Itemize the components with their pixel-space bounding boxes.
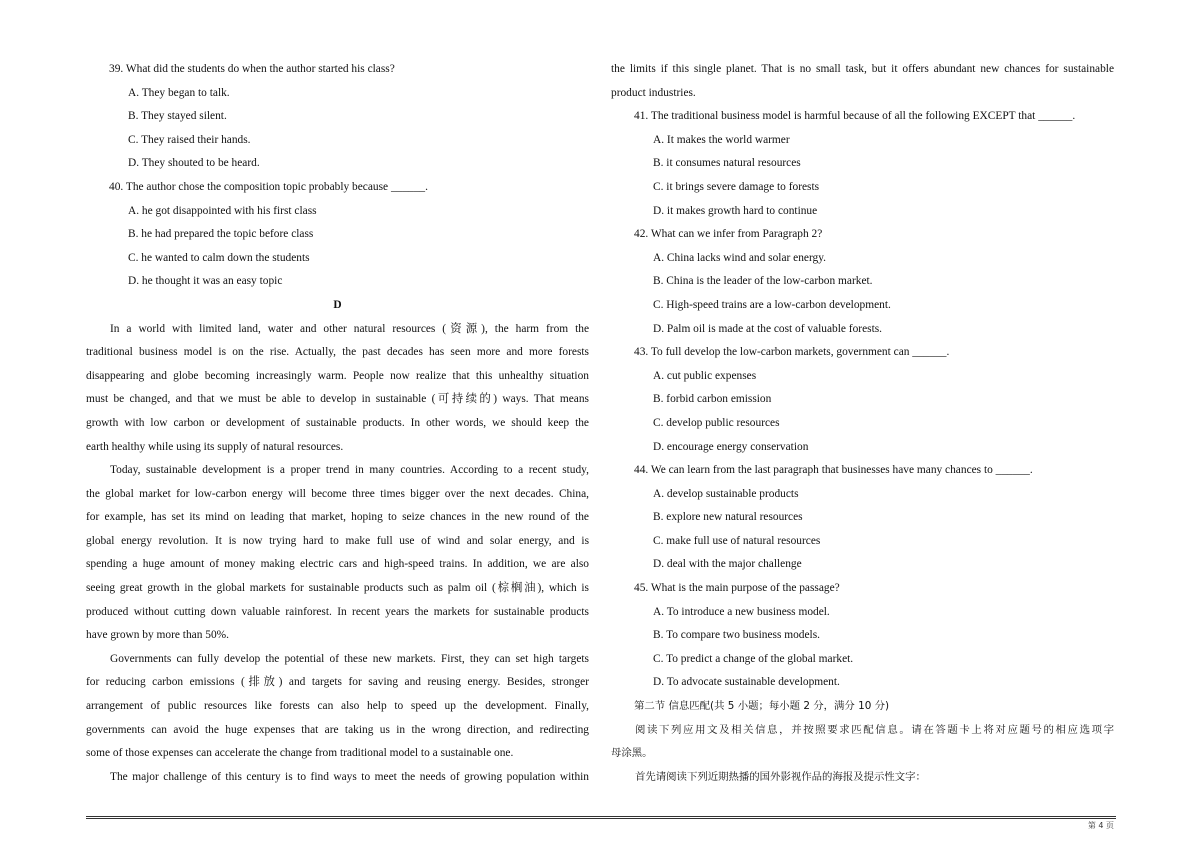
- passage-d-heading: D: [333, 298, 342, 311]
- question-45-option-c: C. To predict a change of the global market.: [653, 652, 854, 665]
- instruction-line: 阅读下列应用文及相关信息，并按照要求匹配信息。请在答题卡上将对应题号的相应选项字: [635, 723, 1114, 736]
- question-41-option-c: C. it brings severe damage to forests: [653, 180, 820, 193]
- question-42-option-c: C. High-speed trains are a low-carbon development.: [653, 298, 891, 311]
- p1-line: disappearing and globe becoming increasingly warm. People now realize that this unhealthy situation: [86, 369, 589, 382]
- question-39-option-a: A. They began to talk.: [128, 86, 230, 99]
- question-41-option-a: A. It makes the world warmer: [653, 133, 790, 146]
- question-39-option-d: D. They shouted to be heard.: [128, 157, 260, 170]
- question-39-option-c: C. They raised their hands.: [128, 133, 251, 146]
- p2-line: seeing great growth in the global markets for sustainable products such as palm oil (棕榈油), which is: [86, 582, 589, 595]
- p3-line: some of those expenses can accelerate the change from traditional model to a sustainable one.: [86, 747, 514, 760]
- question-43-option-c: C. develop public resources: [653, 416, 780, 429]
- footer-rule: [86, 816, 1116, 819]
- question-40-option-b: B. he had prepared the topic before class: [128, 228, 314, 241]
- question-41-option-b: B. it consumes natural resources: [653, 157, 801, 170]
- question-45-option-b: B. To compare two business models.: [653, 629, 820, 642]
- question-44-option-b: B. explore new natural resources: [653, 511, 803, 524]
- p2-line: have grown by more than 50%.: [86, 629, 229, 642]
- p1-line: growth with low carbon or development of sustainable products. In other words, we should keep the: [86, 416, 589, 429]
- p3-line: governments can avoid the huge expenses that are taking us in the wrong direction, and redirecting: [86, 723, 589, 736]
- question-44-option-c: C. make full use of natural resources: [653, 534, 821, 547]
- p3-line: Governments can fully develop the potential of these new markets. First, they can set high targets: [110, 652, 589, 665]
- intro-line: 首先请阅读下列近期热播的国外影视作品的海报及提示性文字：: [635, 770, 926, 783]
- p4-line: the limits if this single planet. That is no small task, but it offers abundant new chances for sustainable: [611, 63, 1114, 75]
- question-42-option-a: A. China lacks wind and solar energy.: [653, 251, 827, 264]
- p1-line: In a world with limited land, water and other natural resources (资源), the harm from the: [110, 322, 589, 335]
- question-42-option-d: D. Palm oil is made at the cost of valuable forests.: [653, 322, 883, 335]
- p2-line: the global market for low-carbon energy will become three times bigger over the next decades. China,: [86, 487, 589, 500]
- p1-line: earth healthy while using its supply of natural resources.: [86, 440, 344, 453]
- question-40-option-a: A. he got disappointed with his first class: [128, 204, 317, 217]
- left-column: [86, 58, 589, 789]
- question-43-option-d: D. encourage energy conservation: [653, 440, 809, 453]
- section-2-title: 第二节 信息匹配(共 5 小题；每小题 2 分，满分 10 分): [634, 700, 890, 713]
- p2-line: for example, has set its mind on leading that market, hoping to seize chances in the new round of the: [86, 511, 589, 524]
- question-40-option-c: C. he wanted to calm down the students: [128, 251, 310, 264]
- right-column: [611, 58, 1114, 789]
- p1-line: must be changed, and that we must be able to develop in sustainable (可持续的) ways. That means: [86, 393, 589, 406]
- question-42-option-b: B. China is the leader of the low-carbon market.: [653, 275, 873, 288]
- question-42-stem: 42. What can we infer from Paragraph 2?: [634, 228, 823, 241]
- question-44-option-a: A. develop sustainable products: [653, 487, 799, 500]
- question-45-stem: 45. What is the main purpose of the passage?: [634, 582, 840, 595]
- p2-line: global energy revolution. It is now trying hard to make full use of wind and solar energy, and is: [86, 534, 589, 547]
- question-44-stem: 44. We can learn from the last paragraph that businesses have many chances to ______.: [634, 464, 1033, 477]
- instruction-line: 母涂黑。: [611, 747, 653, 760]
- question-39-option-b: B. They stayed silent.: [128, 110, 227, 123]
- p2-line: produced without cutting down valuable rainforest. In recent years the markets for sustainable products: [86, 605, 589, 618]
- p4-line: product industries.: [611, 86, 696, 99]
- question-45-option-a: A. To introduce a new business model.: [653, 605, 830, 618]
- p2-line: Today, sustainable development is a proper trend in many countries. According to a recent study,: [110, 464, 589, 477]
- question-40-stem: 40. The author chose the composition topic probably because ______.: [109, 180, 428, 193]
- question-43-option-b: B. forbid carbon emission: [653, 393, 772, 406]
- p1-line: traditional business model is on the rise. Actually, the past decades has seen more and more forests: [86, 346, 589, 359]
- page-number: 第 4 页: [1087, 821, 1114, 830]
- question-40-option-d: D. he thought it was an easy topic: [128, 275, 283, 288]
- question-43-option-a: A. cut public expenses: [653, 369, 757, 382]
- question-43-stem: 43. To full develop the low-carbon markets, government can ______.: [634, 346, 950, 359]
- p4-line: The major challenge of this century is to find ways to meet the needs of growing population within: [110, 770, 589, 783]
- question-44-option-d: D. deal with the major challenge: [653, 558, 802, 571]
- question-41-stem: 41. The traditional business model is harmful because of all the following EXCEPT that ______.: [634, 110, 1076, 123]
- question-41-option-d: D. it makes growth hard to continue: [653, 204, 818, 217]
- p2-line: spending a huge amount of money making electric cars and high-speed trains. In addition, we are also: [86, 558, 589, 571]
- question-39-stem: 39. What did the students do when the author started his class?: [109, 63, 395, 75]
- p3-line: arrangement of public resources like forests can also help to speed up the development. Finally,: [86, 700, 589, 713]
- question-45-option-d: D. To advocate sustainable development.: [653, 676, 840, 689]
- p3-line: for reducing carbon emissions (排放) and targets for saving and reusing energy. Besides, stronger: [86, 676, 589, 689]
